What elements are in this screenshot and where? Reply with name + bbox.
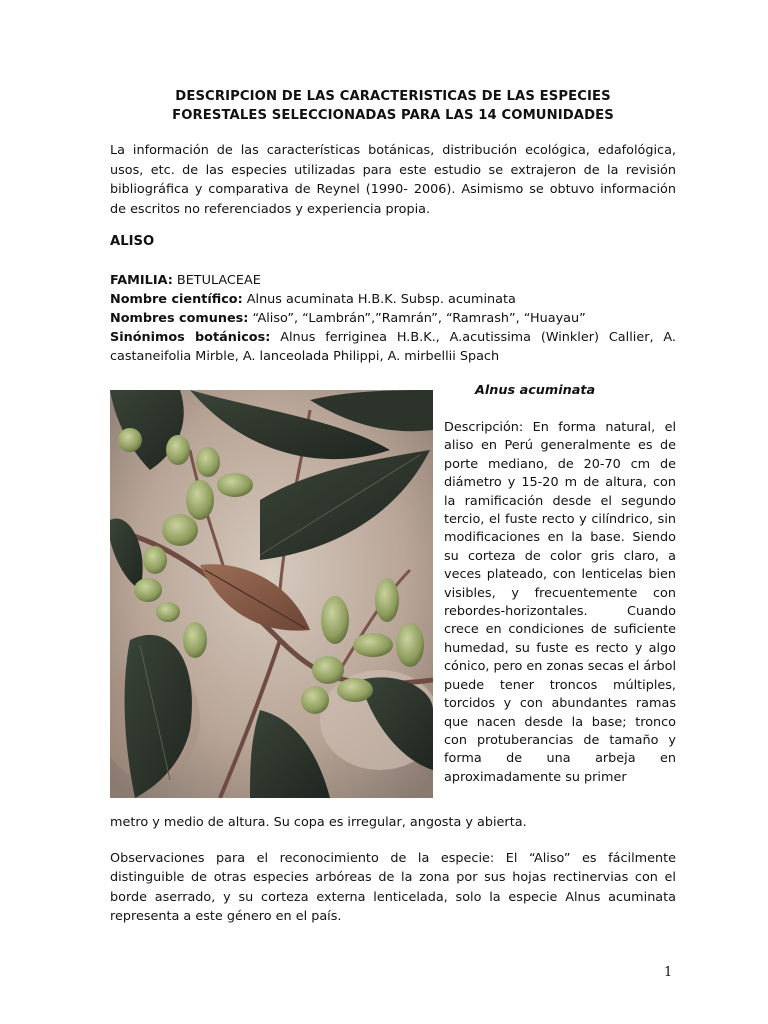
species-heading: ALISO	[110, 234, 155, 249]
description-tail: metro y medio de altura. Su copa es irregular, angosta y abierta.	[110, 815, 527, 830]
familia-value: BETULACEAE	[172, 273, 261, 288]
plant-illustration	[110, 390, 433, 798]
photo-caption: Alnus acuminata	[475, 383, 596, 398]
description-paragraph: Descripción: En forma natural, el aliso en Perú generalmente es de porte mediano, de 20-70 cm de diámetro y 15-20 m de altura, con la ramificación desde el segundo tercio, el fuste recto y cilíndrico, sin modificaciones en la base. Siendo su corteza de color gris claro, a veces plateado, con lenticelas bien visibles, y frecuentemente con rebordes-horizontales. Cuando crece en condiciones de suficiente humedad, su fuste es recto y algo cónico, pero en zonas secas el árbol puede tener troncos múltiples, torcidos y con abundantes ramas que nacen desde la base; tronco con protuberancias de tamaño y forma de una arbeja en aproximadamente su primer	[444, 420, 676, 785]
cientifico-label: Nombre científico:	[110, 292, 243, 307]
intro-paragraph: La información de las características botánicas, distribución ecológica, edafológica, usos, etc. de las especies utilizadas para este estudio se extrajeron de la revisión bibliográfica y comparativa de Reynel (1990- 2006). Asimismo se obtuvo información de escritos no referenciados y experiencia propia.	[110, 143, 676, 217]
sinonimos-label: Sinónimos botánicos:	[110, 330, 271, 345]
comunes-line	[110, 309, 676, 328]
sinonimos-line	[110, 328, 676, 366]
familia-label: FAMILIA:	[110, 273, 173, 288]
title-line-1: DESCRIPCION DE LAS CARACTERISTICAS DE LAS ESPECIES	[175, 89, 611, 104]
comunes-label: Nombres comunes:	[110, 311, 249, 326]
sinonimos-value: Alnus ferriginea H.B.K., A.acutissima (Winkler) Callier, A. castaneifolia Mirble, A. lanceolada Philippi, A. mirbellii Spach	[110, 330, 676, 364]
observations-paragraph: Observaciones para el reconocimiento de la especie: El “Aliso” es fácilmente distinguible de otras especies arbóreas de la zona por sus hojas rectinervias con el borde aserrado, y su corteza externa lenticelada, solo la especie Alnus acuminata representa a este género en el país.	[110, 851, 676, 924]
cientifico-line	[110, 290, 676, 309]
title-line-2: FORESTALES SELECCIONADAS PARA LAS 14 COMUNIDADES	[172, 108, 614, 123]
species-metadata	[110, 271, 676, 366]
page-number: 1	[664, 965, 673, 980]
cientifico-value: Alnus acuminata H.B.K. Subsp. acuminata	[242, 292, 516, 307]
alnus-acuminata-photo	[110, 390, 433, 798]
familia-line	[110, 271, 676, 290]
page-title	[110, 87, 676, 125]
comunes-value: “Aliso”, “Lambrán”,”Ramrán”, “Ramrash”, “Huayau”	[248, 311, 586, 326]
